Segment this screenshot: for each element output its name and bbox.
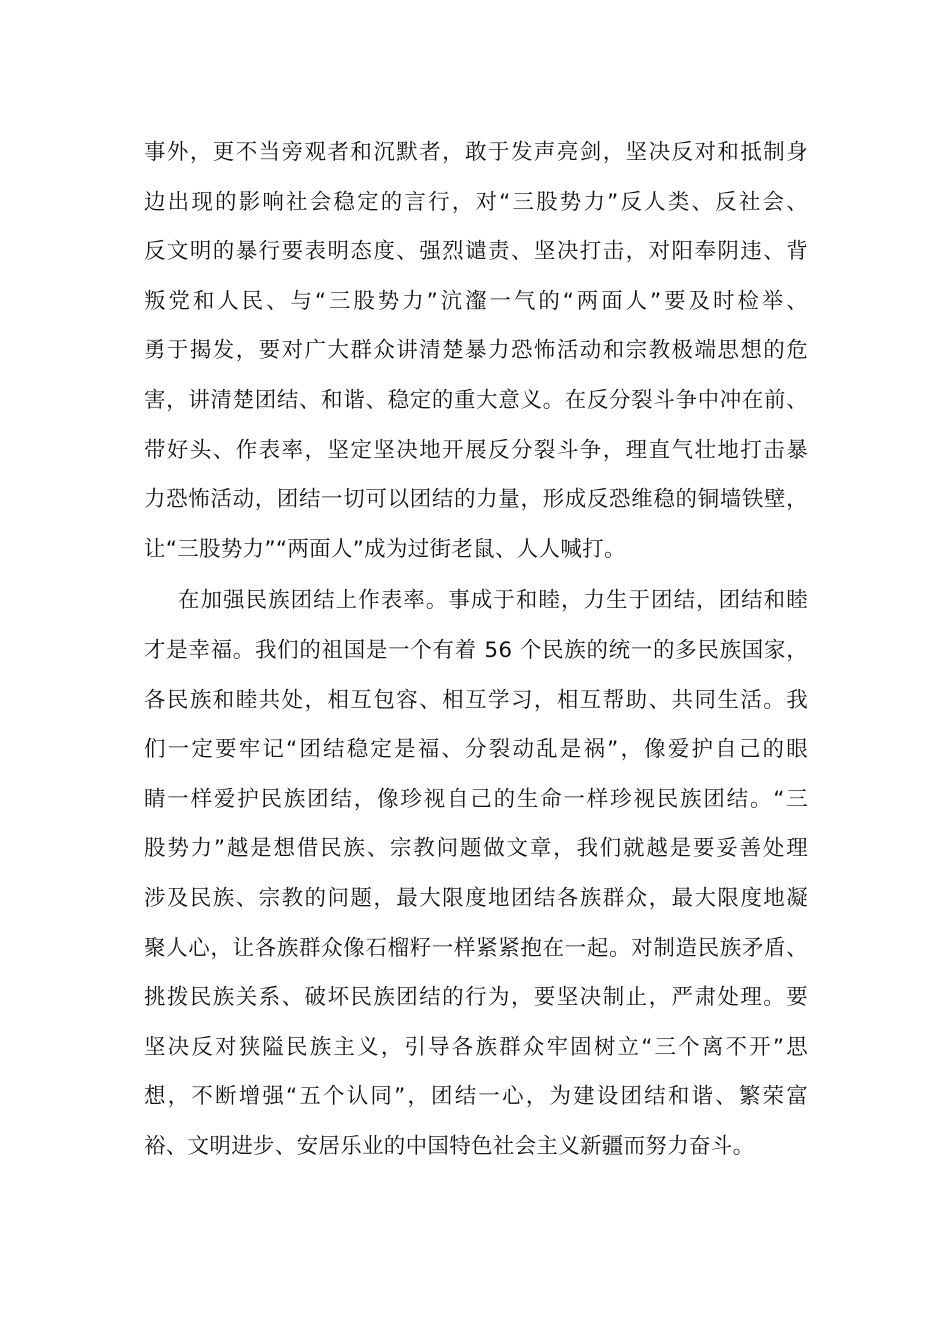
text-line: 裕、文明进步、安居乐业的中国特色社会主义新疆而努力奋斗。 <box>144 1133 755 1159</box>
text-line: 边出现的影响社会稳定的言行，对“三股势力”反人类、反社会、 <box>144 189 808 215</box>
text-line: 聚人心，让各族群众像石榴籽一样紧紧抱在一起。对制造民族矛盾、 <box>144 935 808 961</box>
document-body <box>144 128 808 1171</box>
text-line: 睛一样爱护民族团结，像珍视自己的生命一样珍视民族团结。“三 <box>144 786 808 812</box>
text-line: 股势力”越是想借民族、宗教问题做文章，我们就越是要妥善处理 <box>144 836 808 862</box>
text-line: 挑拨民族关系、破坏民族团结的行为，要坚决制止，严肃处理。要 <box>144 985 808 1011</box>
text-line: 才是幸福。我们的祖国是一个有着 56 个民族的统一的多民族国家， <box>144 637 808 663</box>
text-line: 叛党和人民、与“三股势力”沆瀣一气的“两面人”要及时检举、 <box>144 288 808 314</box>
text-line: 力恐怖活动，团结一切可以团结的力量，形成反恐维稳的铜墙铁壁， <box>144 487 808 513</box>
paragraph-1 <box>144 128 808 574</box>
text-line: 勇于揭发，要对广大群众讲清楚暴力恐怖活动和宗教极端思想的危 <box>144 338 808 364</box>
text-line: 想，不断增强“五个认同”，团结一心，为建设团结和谐、繁荣富 <box>144 1084 808 1110</box>
text-line: 各民族和睦共处，相互包容、相互学习，相互帮助、共同生活。我 <box>144 687 808 713</box>
text-line: 带好头、作表率，坚定坚决地开展反分裂斗争，理直气壮地打击暴 <box>144 437 808 463</box>
text-line: 反文明的暴行要表明态度、强烈谴责、坚决打击，对阳奉阴违、背 <box>144 239 808 265</box>
text-line: 涉及民族、宗教的问题，最大限度地团结各族群众，最大限度地凝 <box>144 885 808 911</box>
text-line: 事外，更不当旁观者和沉默者，敢于发声亮剑，坚决反对和抵制身 <box>144 140 808 165</box>
text-line: 们一定要牢记“团结稳定是福、分裂动乱是祸”，像爱护自己的眼 <box>144 737 808 763</box>
paragraph-2 <box>144 576 808 1171</box>
text-line: 让“三股势力”“两面人”成为过街老鼠、人人喊打。 <box>144 536 626 562</box>
text-line: 坚决反对狭隘民族主义，引导各族群众牢固树立“三个离不开”思 <box>144 1034 808 1060</box>
text-line: 害，讲清楚团结、和谐、稳定的重大意义。在反分裂斗争中冲在前、 <box>144 387 808 413</box>
text-line: 在加强民族团结上作表率。事成于和睦，力生于团结，团结和睦 <box>178 588 808 614</box>
